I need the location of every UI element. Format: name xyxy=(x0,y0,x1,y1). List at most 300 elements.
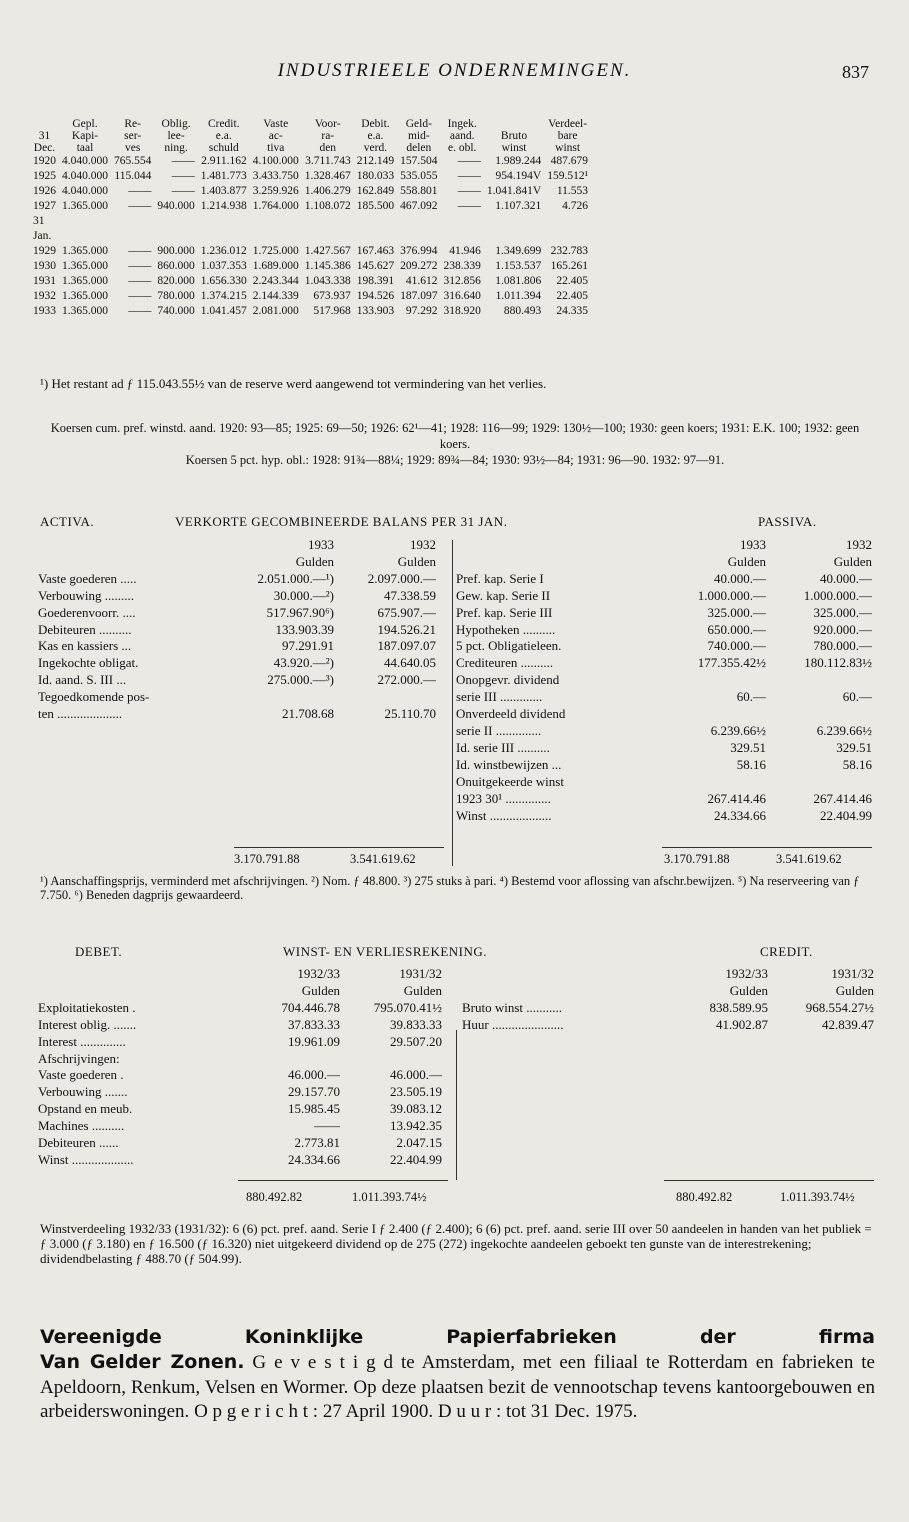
unit-previous: Gulden xyxy=(833,553,872,569)
row-label: serie III ............. xyxy=(456,689,543,705)
table-cell: 1.214.938 xyxy=(200,200,247,212)
header-spacer xyxy=(456,554,660,571)
table-row xyxy=(38,571,436,588)
table-cell: 1930 xyxy=(33,260,56,272)
row-label: 5 pct. Obligatieleen. xyxy=(456,638,562,654)
table-row xyxy=(38,1051,442,1068)
table-row xyxy=(456,588,872,605)
table-cell xyxy=(62,229,114,244)
table-cell: —— xyxy=(457,200,481,212)
debet-total-previous: 1.011.393.74½ xyxy=(352,1190,427,1204)
value-current: 24.334.66 xyxy=(714,807,766,823)
value-previous: 267.414.46 xyxy=(813,790,872,806)
row-label: Bruto winst ........... xyxy=(462,999,563,1015)
header-spacer xyxy=(38,983,238,1000)
table-cell xyxy=(253,214,305,229)
table-cell xyxy=(201,229,253,244)
table-cell xyxy=(400,229,443,244)
debet-table xyxy=(38,966,442,1169)
table-cell: —— xyxy=(128,260,152,272)
table-cell: 1.365.000 xyxy=(62,305,108,317)
value-current: 97.291.91 xyxy=(282,638,334,654)
header-spacer xyxy=(462,983,662,1000)
value-previous: 780.000.— xyxy=(813,638,872,654)
passiva-total-rule xyxy=(662,847,872,848)
row-label: Vaste goederen . xyxy=(38,1067,124,1083)
value-current: 15.985.45 xyxy=(288,1101,340,1117)
table-cell: 318.920 xyxy=(443,305,481,317)
table-cell: 1932 xyxy=(33,290,56,302)
table-cell: 194.526 xyxy=(356,290,395,302)
historical-footnote: ¹) Het restant ad ƒ 115.043.55½ van de reserve werd aangewend tot vermindering van het verlies. xyxy=(40,376,547,391)
table-cell: 11.553 xyxy=(556,185,589,197)
koersen-block xyxy=(40,420,870,468)
koersen-aandeelen: Koersen cum. pref. winstd. aand. 1920: 93—85; 1925: 69—50; 1926: 62¹—41; 1928: 116—99; 1929: 130½—100; 1930: geen koers; 1931: E.K. 100; 1932: geen koers. xyxy=(50,421,860,451)
credit-table xyxy=(462,966,874,1034)
value-previous: 40.000.— xyxy=(820,570,872,586)
value-previous: 325.000.— xyxy=(813,604,872,620)
table-row xyxy=(456,672,872,689)
table-row xyxy=(33,259,594,274)
table-cell: 740.000 xyxy=(157,305,195,317)
table-row xyxy=(38,1084,442,1101)
debet-total-rule xyxy=(238,1180,448,1181)
table-cell: 316.640 xyxy=(443,290,481,302)
table-cell: —— xyxy=(457,170,481,182)
table-row xyxy=(456,791,872,808)
table-cell: 4.040.000 xyxy=(62,155,108,167)
value-current xyxy=(238,1051,340,1068)
table-cell: 24.335 xyxy=(556,305,589,317)
table-cell: —— xyxy=(457,185,481,197)
hist-header-cell: aand. xyxy=(449,130,475,142)
year-current: 1933 xyxy=(740,537,766,552)
hist-header-cell: winst xyxy=(501,142,527,154)
header-spacer xyxy=(462,966,662,983)
table-cell: 1.037.353 xyxy=(200,260,247,272)
year-header-row xyxy=(38,537,436,554)
table-cell: 1931 xyxy=(33,275,56,287)
value-previous: 42.839.47 xyxy=(822,1016,874,1032)
value-current xyxy=(232,689,334,706)
table-row xyxy=(38,588,436,605)
row-label: Winst ................... xyxy=(456,807,552,823)
hist-header-cell: Voor- xyxy=(314,118,341,130)
value-current: 838.589.95 xyxy=(709,999,768,1015)
table-cell: —— xyxy=(171,185,195,197)
table-cell: 860.000 xyxy=(157,260,195,272)
hist-header-cell: 31 xyxy=(38,130,51,142)
table-cell: 41.946 xyxy=(449,245,481,257)
row-label: Debiteuren ...... xyxy=(38,1135,119,1151)
row-label: Hypotheken .......... xyxy=(456,621,556,637)
row-label: Debiteuren .......... xyxy=(38,621,132,637)
table-cell: —— xyxy=(128,290,152,302)
hist-header-cell: e.a. xyxy=(215,130,232,142)
table-cell: 1.481.773 xyxy=(200,170,247,182)
table-cell: Jan. xyxy=(33,230,52,242)
table-cell: —— xyxy=(128,245,152,257)
table-row xyxy=(38,655,436,672)
hist-header-cell: ra- xyxy=(321,130,335,142)
activa-total-rule xyxy=(234,847,444,848)
activa-total-1932: 3.541.619.62 xyxy=(350,852,416,866)
row-label: Exploitatiekosten . xyxy=(38,999,136,1015)
value-previous xyxy=(766,706,872,723)
page-number: 837 xyxy=(842,62,869,82)
hist-header-cell: Re- xyxy=(124,118,141,130)
value-previous: 39.083.12 xyxy=(390,1101,442,1117)
table-cell: 3.259.926 xyxy=(252,185,299,197)
table-cell xyxy=(62,214,114,229)
hist-header-cell: Gepl. xyxy=(72,118,98,130)
table-cell: 1925 xyxy=(33,170,56,182)
table-cell xyxy=(400,214,443,229)
table-cell: 167.463 xyxy=(356,245,395,257)
company-entry xyxy=(40,1325,875,1425)
table-cell: —— xyxy=(171,155,195,167)
table-row xyxy=(33,214,594,229)
unit-previous: Gulden xyxy=(835,982,874,998)
hist-header-cell: Credit. xyxy=(207,118,240,130)
value-previous: 13.942.35 xyxy=(390,1118,442,1134)
table-cell xyxy=(157,229,200,244)
unit-current: Gulden xyxy=(295,553,334,569)
table-cell: —— xyxy=(128,185,152,197)
hist-header-cell: ves xyxy=(125,142,141,154)
table-cell: 1933 xyxy=(33,305,56,317)
table-cell: 180.033 xyxy=(356,170,395,182)
table-row xyxy=(38,1067,442,1084)
row-label: Gew. kap. Serie II xyxy=(456,587,551,603)
hist-header-cell: Verdeel- xyxy=(548,118,588,130)
credit-total-current: 880.492.82 xyxy=(676,1190,733,1204)
table-cell: 1.043.338 xyxy=(304,275,351,287)
table-cell: 558.801 xyxy=(400,185,438,197)
value-current: 740.000.— xyxy=(707,638,766,654)
hist-header-cell: e. obl. xyxy=(447,142,477,154)
table-row xyxy=(456,706,872,723)
table-cell xyxy=(253,229,305,244)
row-label: Id. serie III .......... xyxy=(456,739,550,755)
hist-header-cell: Geld- xyxy=(405,118,432,130)
table-cell: 376.994 xyxy=(400,245,438,257)
table-cell: 1.328.467 xyxy=(304,170,351,182)
historical-figures-table xyxy=(33,118,594,319)
passiva-label: PASSIVA. xyxy=(758,514,817,529)
unit-current: Gulden xyxy=(727,553,766,569)
table-cell: 487.679 xyxy=(550,155,589,167)
hist-header-cell: den xyxy=(319,142,337,154)
row-label: Crediteuren .......... xyxy=(456,655,554,671)
table-cell: 2.081.000 xyxy=(252,305,299,317)
unit-current: Gulden xyxy=(301,982,340,998)
hist-header-cell: delen xyxy=(406,142,432,154)
table-row xyxy=(38,622,436,639)
table-row xyxy=(456,605,872,622)
value-current: 6.239.66½ xyxy=(710,722,766,738)
table-row xyxy=(456,638,872,655)
table-cell: 1.427.567 xyxy=(304,245,351,257)
value-previous: 329.51 xyxy=(836,739,872,755)
activa-label: ACTIVA. xyxy=(40,514,95,529)
table-cell: —— xyxy=(457,155,481,167)
row-label: Machines .......... xyxy=(38,1118,125,1134)
table-row xyxy=(38,605,436,622)
year-previous: 1932 xyxy=(410,537,436,552)
wv-divider xyxy=(456,1030,457,1180)
value-current: 177.355.42½ xyxy=(697,655,766,671)
value-current: 58.16 xyxy=(736,756,766,772)
debet-label: DEBET. xyxy=(75,944,123,959)
hist-header-cell: schuld xyxy=(208,142,239,154)
value-previous: 22.404.99 xyxy=(820,807,872,823)
table-cell: 940.000 xyxy=(157,200,195,212)
hist-header-cell: Debit. xyxy=(361,118,390,130)
value-current: 30.000.—²) xyxy=(273,587,334,603)
hist-header-cell xyxy=(33,118,62,130)
value-current: 2.051.000.—¹) xyxy=(257,570,334,586)
value-current: 60.— xyxy=(736,689,766,705)
table-row xyxy=(38,706,436,723)
koersen-obligaties: Koersen 5 pct. hyp. obl.: 1928: 91¾—88¼; 1929: 89¾—84; 1930: 93½—84; 1931: 96—90. 1932: 97—91. xyxy=(185,453,725,467)
table-cell: 517.968 xyxy=(313,305,351,317)
value-previous: 39.833.33 xyxy=(390,1016,442,1032)
table-cell: 1926 xyxy=(33,185,56,197)
table-cell: 1.656.330 xyxy=(200,275,247,287)
table-cell xyxy=(357,214,400,229)
table-row xyxy=(462,1000,874,1017)
header-spacer xyxy=(456,537,660,554)
table-cell: 1.041.457 xyxy=(200,305,247,317)
hist-header-cell: winst xyxy=(555,142,581,154)
table-cell: 820.000 xyxy=(157,275,195,287)
activa-table xyxy=(38,537,436,723)
value-current: 40.000.— xyxy=(714,570,766,586)
table-cell: 1.689.000 xyxy=(252,260,299,272)
table-cell xyxy=(114,214,157,229)
table-cell: 954.194V xyxy=(495,170,542,182)
credit-total-previous: 1.011.393.74½ xyxy=(780,1190,855,1204)
table-cell: 1.349.699 xyxy=(495,245,542,257)
table-row xyxy=(38,638,436,655)
table-row xyxy=(456,622,872,639)
row-label: Onopgevr. dividend xyxy=(456,672,560,688)
hist-header-cell: Ingek. xyxy=(447,118,477,130)
value-previous: 58.16 xyxy=(842,756,872,772)
table-row xyxy=(33,274,594,289)
table-row xyxy=(456,740,872,757)
table-cell: 133.903 xyxy=(356,305,395,317)
table-cell: 4.040.000 xyxy=(62,185,108,197)
table-row xyxy=(38,1034,442,1051)
table-row xyxy=(33,154,594,169)
value-current xyxy=(660,672,766,689)
hist-header-cell: e.a. xyxy=(367,130,384,142)
duur-value: tot 31 Dec. 1975. xyxy=(501,1401,638,1422)
table-cell: 2.243.344 xyxy=(252,275,299,287)
table-cell: 1.374.215 xyxy=(200,290,247,302)
table-row xyxy=(38,1017,442,1034)
hist-header-cell: mid- xyxy=(407,130,430,142)
value-previous: 25.110.70 xyxy=(384,706,436,722)
value-previous: 29.507.20 xyxy=(390,1033,442,1049)
table-cell: 165.261 xyxy=(550,260,589,272)
table-cell xyxy=(305,229,357,244)
table-row xyxy=(33,199,594,214)
year-current: 1932/33 xyxy=(725,966,768,981)
table-cell: 1.365.000 xyxy=(62,200,108,212)
value-current: 650.000.— xyxy=(707,621,766,637)
table-row xyxy=(38,1000,442,1017)
table-cell: 3.711.743 xyxy=(305,155,351,167)
table-cell: 1.764.000 xyxy=(252,200,299,212)
hist-header-cell xyxy=(487,118,547,130)
balans-title: VERKORTE GECOMBINEERDE BALANS PER 31 JAN. xyxy=(175,514,508,529)
table-cell: 2.911.162 xyxy=(201,155,247,167)
table-row xyxy=(38,1152,442,1169)
table-cell: 209.272 xyxy=(400,260,438,272)
value-current: 517.967.90⁶) xyxy=(266,604,334,620)
table-row xyxy=(456,774,872,791)
value-previous: 47.338.59 xyxy=(384,587,436,603)
value-previous: 6.239.66½ xyxy=(816,722,872,738)
credit-total-rule xyxy=(664,1180,874,1181)
value-previous: 46.000.— xyxy=(390,1067,442,1083)
unit-header-row xyxy=(456,554,872,571)
table-row xyxy=(38,1135,442,1152)
year-current: 1933 xyxy=(308,537,334,552)
table-cell: 3.433.750 xyxy=(252,170,299,182)
table-cell: 4.726 xyxy=(562,200,589,212)
table-cell: 22.405 xyxy=(556,275,589,287)
table-cell: 4.040.000 xyxy=(62,170,108,182)
value-current: 21.708.68 xyxy=(282,706,334,722)
year-previous: 1931/32 xyxy=(831,966,874,981)
table-cell: 765.554 xyxy=(114,155,152,167)
table-cell: 97.292 xyxy=(405,305,438,317)
passiva-total-1932: 3.541.619.62 xyxy=(776,852,842,866)
table-cell: 1.365.000 xyxy=(62,260,108,272)
value-current: 41.902.87 xyxy=(716,1016,768,1032)
hist-header-cell: lee- xyxy=(167,130,185,142)
year-current: 1932/33 xyxy=(297,966,340,981)
company-name-cont: Van Gelder Zonen. xyxy=(40,1351,245,1373)
company-name: Vereenigde Koninklijke Papierfabrieken der firma xyxy=(40,1326,875,1348)
table-cell xyxy=(305,214,357,229)
row-label: Verbouwing ......... xyxy=(38,587,135,603)
table-cell: 187.097 xyxy=(400,290,438,302)
value-current: 37.833.33 xyxy=(288,1016,340,1032)
value-previous: 2.097.000.— xyxy=(367,570,436,586)
table-row xyxy=(38,689,436,706)
table-cell xyxy=(157,214,200,229)
table-cell: 159.512¹ xyxy=(547,170,589,182)
table-cell: 1.011.394 xyxy=(495,290,542,302)
value-current: 325.000.— xyxy=(707,604,766,620)
table-cell: 1.236.012 xyxy=(200,245,247,257)
table-cell: 1.365.000 xyxy=(62,275,108,287)
value-current: 133.903.39 xyxy=(275,621,334,637)
hist-header-cell: Bruto xyxy=(500,130,528,142)
table-row xyxy=(38,1118,442,1135)
table-cell: 780.000 xyxy=(157,290,195,302)
row-label: Kas en kassiers ... xyxy=(38,638,132,654)
table-cell: 1.041.841V xyxy=(486,185,542,197)
row-label: Id. aand. S. III ... xyxy=(38,672,127,688)
year-header-row xyxy=(456,537,872,554)
opgericht-date: 27 April 1900. xyxy=(318,1401,438,1422)
row-label: Afschrijvingen: xyxy=(38,1050,120,1066)
row-label: Onverdeeld dividend xyxy=(456,706,566,722)
table-cell: 467.092 xyxy=(400,200,438,212)
value-previous: 1.000.000.— xyxy=(803,587,872,603)
table-cell: 22.405 xyxy=(556,290,589,302)
value-current: 704.446.78 xyxy=(281,999,340,1015)
table-cell: 1.365.000 xyxy=(62,245,108,257)
table-cell: 880.493 xyxy=(503,305,542,317)
value-previous: 795.070.41½ xyxy=(373,999,442,1015)
table-cell: 1920 xyxy=(33,155,56,167)
winstverdeeling: Winstverdeeling 1932/33 (1931/32): 6 (6) pct. pref. aand. Serie I ƒ 2.400 (ƒ 2.400); 6 (6) pct. pref. aand. serie III over 50 aandeelen in handen van het publiek = ƒ 3.000 (ƒ 3.180) en ƒ 16.500 (ƒ 16.320) niet uitgekeerd dividend op de 275 (272) ingekochte aandeelen geboekt ten gunste van de interestrekening; dividendbelasting ƒ 488.70 (ƒ 504.99). xyxy=(40,1221,872,1266)
table-cell: 1.108.072 xyxy=(304,200,351,212)
table-cell: —— xyxy=(128,305,152,317)
hist-header-cell: Dec. xyxy=(33,142,56,154)
table-cell: 900.000 xyxy=(157,245,195,257)
table-row xyxy=(33,169,594,184)
row-label: Verbouwing ....... xyxy=(38,1084,128,1100)
table-row xyxy=(33,304,594,319)
row-label: Interest oblig. ....... xyxy=(38,1016,137,1032)
value-previous: 23.505.19 xyxy=(390,1084,442,1100)
value-current: 2.773.81 xyxy=(294,1135,340,1151)
table-cell: 41.612 xyxy=(405,275,438,287)
row-label: 1923 30¹ .............. xyxy=(456,790,551,806)
value-current: 24.334.66 xyxy=(288,1151,340,1167)
hist-header-row xyxy=(33,130,594,142)
row-label: Interest .............. xyxy=(38,1033,126,1049)
value-current: 275.000.—³) xyxy=(267,672,334,688)
row-label: Ingekochte obligat. xyxy=(38,655,139,671)
header-spacer xyxy=(38,554,232,571)
value-previous: 44.640.05 xyxy=(384,655,436,671)
value-previous: 272.000.— xyxy=(377,672,436,688)
row-label: Tegoedkomende pos- xyxy=(38,689,150,705)
unit-current: Gulden xyxy=(729,982,768,998)
table-cell: 162.849 xyxy=(356,185,395,197)
year-header-row xyxy=(38,966,442,983)
table-cell xyxy=(114,229,157,244)
header-spacer xyxy=(38,966,238,983)
table-cell: 1.725.000 xyxy=(252,245,299,257)
hist-header-row xyxy=(33,118,594,130)
value-current: —— xyxy=(314,1118,340,1134)
value-previous: 675.907.— xyxy=(377,604,436,620)
value-current: 29.157.70 xyxy=(288,1084,340,1100)
table-cell: 2.144.339 xyxy=(252,290,299,302)
year-previous: 1931/32 xyxy=(399,966,442,981)
value-previous xyxy=(766,672,872,689)
table-cell xyxy=(487,229,547,244)
year-header-row xyxy=(462,966,874,983)
row-label: ten .................... xyxy=(38,706,123,722)
table-cell: —— xyxy=(128,275,152,287)
table-cell: 1927 xyxy=(33,200,56,212)
row-label: Onuitgekeerde winst xyxy=(456,773,564,789)
passiva-table xyxy=(456,537,872,824)
balans-footnotes: ¹) Aanschaffingsprijs, verminderd met afschrijvingen. ²) Nom. ƒ 48.800. ³) 275 stuks à pari. ⁴) Bestemd voor aflossing van afschr.bewijzen. ⁵) Na reserveering van ƒ 7.750. ⁶) Beneden dagprijs gewaardeerd. xyxy=(40,874,860,902)
debet-total-current: 880.492.82 xyxy=(246,1190,303,1204)
